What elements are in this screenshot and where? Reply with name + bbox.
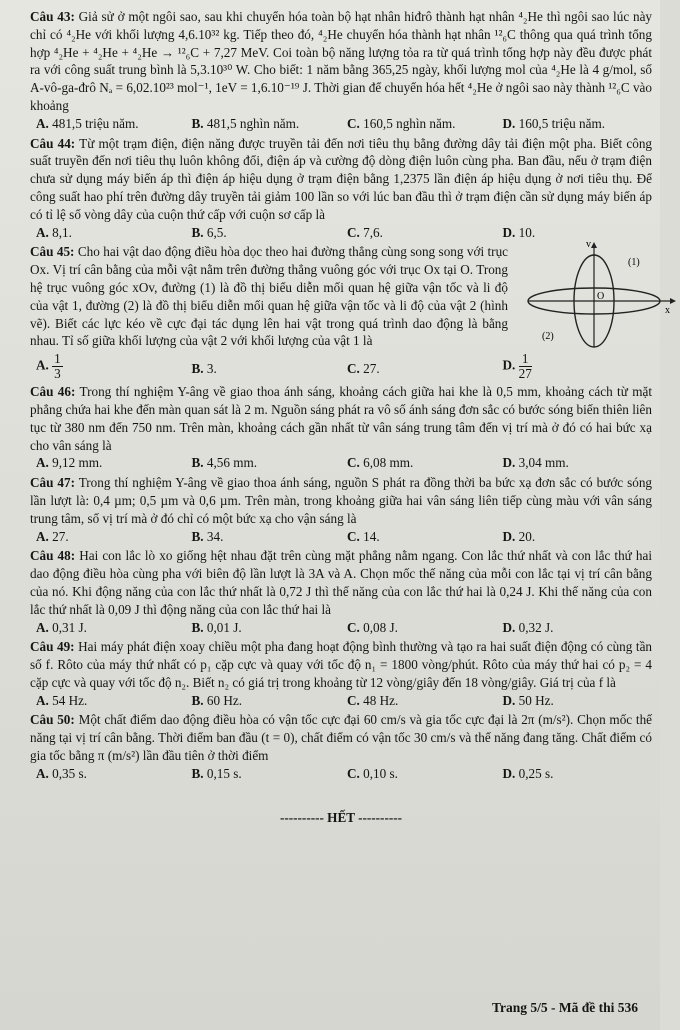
question-47 [30,474,652,527]
question-label: Câu 48: [30,548,76,564]
question-48 [30,547,652,618]
option-c[interactable]: C. 27. [347,361,380,377]
option-a[interactable]: A. 9,12 mm. [36,455,103,471]
options-45 [30,352,652,381]
option-c[interactable]: C. 160,5 nghìn năm. [347,115,456,131]
v-label: v [586,239,591,251]
options-50 [30,765,652,783]
question-text: Một chất điểm dao động điều hòa có vận tốc cực đại 60 cm/s và gia tốc cực đại là 2π (m/s²). Chọn mốc thế năng tại vị trí cân bằng. Thời điểm ban đầu (t = 0), chất điểm có vận tốc 30 cm/s và thế năng đang tăng. Chất điểm có gia tốc bằng π (m/s²) lần đầu tiên ở thời điểm [30,712,653,764]
question-label: Câu 47: [30,475,75,491]
question-46 [30,383,652,454]
question-text: Từ một trạm điện, điện năng được truyền tải đến nơi tiêu thụ bằng đường dây tải điện một pha. Biết công suất truyền đến nơi tiêu thụ luôn không đổi, điện áp và cường độ dòng điện luôn cùng pha. Ban đầu, nếu ở trạm điện chưa sử dụng máy biến áp thì điện áp hiệu dụng ở trạm điện bằng 1,2375 lần điện áp hiệu dụng ở nơi tiêu thụ. Để công suất hao phí trên đường dây truyền tải giảm 100 lần so với lúc ban đầu thì ở trạm điện cần sử dụng máy biến áp có tỉ lệ số vòng dây của cuộn thứ cấp với cuộn sơ cấp là [30,135,653,222]
question-45-block [30,239,670,350]
option-b[interactable]: B. 3. [191,361,217,377]
option-b[interactable]: B. 481,5 nghìn năm. [191,115,300,131]
question-text: Hai máy phát điện xoay chiều một pha đang hoạt động bình thường và tạo ra hai suất điện động có cùng tần số f. Rôto của máy thứ nhất có p₁ cặp cực và quay với tốc độ n₁ = 1800 vòng/phút. Rôto của máy thứ hai có p₂ = 4 cặp cực và quay với tốc độ n₂. Biết n₂ có giá trị trong khoảng từ 12 vòng/giây đến 18 vòng/giây. Giá trị của f là [30,639,653,690]
question-text: Cho hai vật dao động điều hòa dọc theo hai đường thẳng cùng song song với trục Ox. Vị trí cân bằng của mỗi vật nằm trên đường thẳng vuông góc với trục Ox tại O. Trong hệ trục vuông góc xOv, đường (1) là đồ thị biểu diễn mối quan hệ giữa vận tốc và li độ của vật 1, đường (2) là đồ thị biểu diễn mối quan hệ giữa vận tốc và li độ của vật 2 (hình vẽ). Biết các lực kéo về cực đại tác dụng lên hai vật trong quá trình dao động là bằng nhau. Tỉ số giữa khối lượng của vật 2 với khối lượng của vật 1 là [30,244,509,349]
v-axis-arrow [591,242,597,248]
x-axis-arrow [670,298,676,304]
questions [30,8,670,826]
question-44 [30,135,652,224]
option-d[interactable]: D. 0,32 J. [502,619,554,635]
question-label: Câu 45: [30,244,75,260]
fraction: $\frac{1}{3}$ [54,351,61,382]
option-a[interactable]: A. 481,5 triệu năm. [36,115,139,131]
options-43 [30,115,652,133]
end-marker: ---------- HẾT ---------- [279,809,403,825]
options-49 [30,692,652,710]
option-a[interactable]: A. $\frac{1}{3}$ [36,351,61,382]
question-label: Câu 46: [30,384,76,400]
x-label: x [665,305,670,317]
page-footer: Trang 5/5 - Mã đề thi 536 [492,1000,638,1015]
option-b[interactable]: B. 0,15 s. [191,765,242,781]
option-c[interactable]: C. 0,10 s. [347,765,398,781]
option-a[interactable]: A. 8,1. [36,224,72,240]
option-d[interactable]: D. 20. [502,528,536,544]
fraction: $\frac{1}{27}$ [518,351,532,382]
option-d[interactable]: D. 10. [502,224,536,240]
option-b[interactable]: B. 6,5. [191,224,227,240]
option-a[interactable]: A. 0,31 J. [36,619,87,635]
option-b[interactable]: B. 34. [191,528,224,544]
option-d[interactable]: D. 3,04 mm. [502,455,569,471]
question-label: Câu 50: [30,712,75,728]
option-c[interactable]: C. 6,08 mm. [347,455,414,471]
option-c[interactable]: C. 14. [347,528,380,544]
curve-2-label: (2) [542,331,554,343]
option-c[interactable]: C. 48 Hz. [347,692,399,708]
option-c[interactable]: C. 0,08 J. [347,619,398,635]
phase-portrait-figure [520,239,680,349]
question-label: Câu 44: [30,135,76,151]
option-a[interactable]: A. 27. [36,528,69,544]
options-46 [30,454,652,472]
question-50 [30,711,652,764]
question-49 [30,638,652,691]
options-48 [30,619,652,637]
option-a[interactable]: A. 0,35 s. [36,765,87,781]
option-b[interactable]: B. 0,01 J. [191,619,242,635]
question-text: Giả sử ở một ngôi sao, sau khi chuyển hóa toàn bộ hạt nhân hiđrô thành hạt nhân ⁴₂He thì ngôi sao lúc này chỉ có ⁴₂He với khối lượng 4,6.10³² kg. Tiếp theo đó, ⁴₂He chuyển hóa thành hạt nhân ¹²₆C thông qua quá trình tổng hợp ⁴₂He + ⁴₂He + ⁴₂He → ¹²₆C + 7,27 MeV. Coi toàn bộ năng lượng tỏa ra từ quá trình tổng hợp này đều được phát ra với công suất trung bình là 5,3.10³⁰ W. Cho biết: 1 năm bằng 365,25 ngày, khối lượng mol của ⁴₂He là 4 g/mol, số A-vô-ga-đrô Nₐ = 6,02.10²³ mol⁻¹, 1eV = 1,6.10⁻¹⁹ J. Thời gian để chuyển hóa hết ⁴₂He ở ngôi sao này thành ¹²₆C vào khoảng [30,9,653,113]
option-c[interactable]: C. 7,6. [347,224,383,240]
option-d[interactable]: D. 160,5 triệu năm. [502,115,606,131]
origin-label: O [597,291,605,303]
option-b[interactable]: B. 4,56 mm. [191,455,258,471]
option-d[interactable]: D. $\frac{1}{27}$ [502,351,532,382]
option-d[interactable]: D. 0,25 s. [502,765,554,781]
curve-1-label: (1) [628,257,640,269]
options-47 [30,528,652,546]
question-label: Câu 43: [30,9,75,24]
question-text: Trong thí nghiệm Y-âng về giao thoa ánh sáng, nguồn S phát ra đồng thời ba bức xạ đơn sắc có bước sóng lần lượt là: 0,4 µm; 0,5 µm và 0,6 µm. Trên màn, trong khoảng giữa hai vân sáng liên tiếp cùng màu với vân sáng trung tâm, số vị trí mà ở đó chỉ có một bức xạ cho vận sáng là [30,475,653,526]
question-45 [30,243,508,350]
question-label: Câu 49: [30,639,75,655]
option-a[interactable]: A. 54 Hz. [36,692,88,708]
question-43 [30,8,652,115]
option-b[interactable]: B. 60 Hz. [191,692,243,708]
question-text: Hai con lắc lò xo giống hệt nhau đặt trên cùng mặt phẳng nằm ngang. Con lắc thứ nhất và con lắc thứ hai dao động điều hòa cùng pha với biên độ lần lượt là 3A và A. Chọn mốc thế năng của mỗi con lắc tại vị trí cân bằng của nó. Khi động năng của con lắc thứ nhất là 0,72 J thì thế năng của con lắc thứ hai là 0,24 J. Khi thế năng của con lắc thứ nhất là 0,09 J thì động năng của con lắc thứ hai là [30,548,653,617]
question-text: Trong thí nghiệm Y-âng về giao thoa ánh sáng, khoảng cách giữa hai khe là 0,5 mm, khoảng cách từ mặt phẳng chứa hai khe đến màn quan sát là 2 m. Nguồn sáng phát ra vô số ánh sáng đơn sắc có bước sóng biến thiên liên tục từ 380 nm đến 750 nm. Trên màn, khoảng cách gần nhất từ vân sáng trung tâm đến vị trí mà ở đó có hai bức xạ cho vân sáng là [30,384,653,453]
option-d[interactable]: D. 50 Hz. [502,692,554,708]
